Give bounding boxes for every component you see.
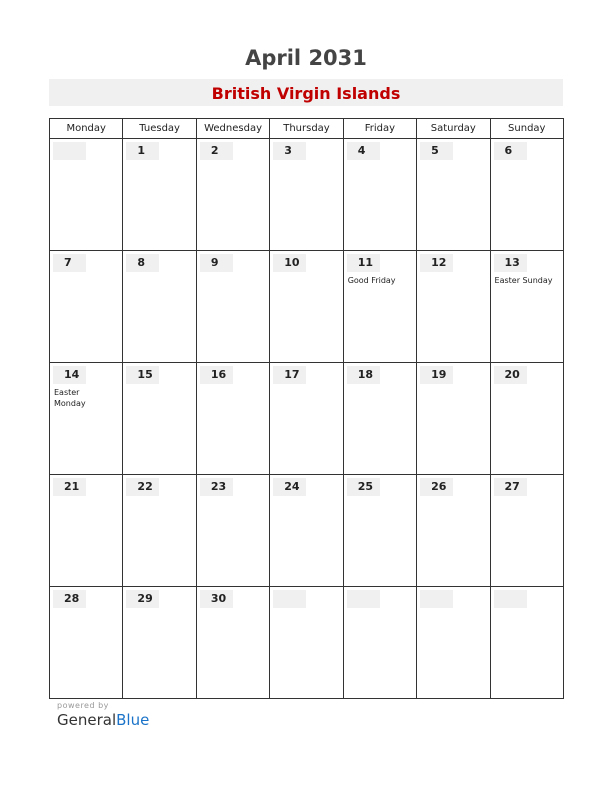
day-cell (343, 587, 416, 699)
day-number: 29 (126, 590, 159, 608)
day-cell (490, 587, 563, 699)
day-cell (490, 251, 563, 363)
day-cell (270, 363, 343, 475)
holiday-label: Easter Sunday (494, 276, 553, 285)
week-row (50, 251, 564, 363)
day-number (53, 142, 86, 160)
day-number: 17 (273, 366, 306, 384)
day-number (494, 590, 527, 608)
day-cell (50, 475, 123, 587)
week-row (50, 363, 564, 475)
weekday-header: Friday (343, 119, 416, 139)
week-row (50, 475, 564, 587)
day-number: 10 (273, 254, 306, 272)
day-cell (123, 587, 196, 699)
day-number (273, 590, 306, 608)
day-number: 30 (200, 590, 233, 608)
day-cell (196, 587, 269, 699)
brand-blue: Blue (116, 711, 150, 729)
day-number (420, 590, 453, 608)
day-cell (417, 251, 490, 363)
day-cell (490, 475, 563, 587)
powered-by-label: powered by (57, 701, 109, 710)
day-cell (50, 139, 123, 251)
day-cell (123, 363, 196, 475)
day-cell (343, 251, 416, 363)
day-cell (50, 363, 123, 475)
day-number: 15 (126, 366, 159, 384)
day-cell (417, 139, 490, 251)
weekday-header: Tuesday (123, 119, 196, 139)
holiday-label: Easter Monday (54, 388, 86, 408)
day-cell (50, 587, 123, 699)
day-cell (490, 363, 563, 475)
day-cell (196, 139, 269, 251)
day-number: 5 (420, 142, 453, 160)
day-number: 19 (420, 366, 453, 384)
day-number: 18 (347, 366, 380, 384)
day-number (347, 590, 380, 608)
calendar-grid (49, 118, 564, 699)
day-number: 11 (347, 254, 380, 272)
day-cell (270, 587, 343, 699)
day-number: 7 (53, 254, 86, 272)
day-number: 16 (200, 366, 233, 384)
brand-logo (57, 711, 149, 729)
footer (57, 701, 149, 729)
day-cell (50, 251, 123, 363)
day-number: 3 (273, 142, 306, 160)
day-cell (343, 475, 416, 587)
day-cell (343, 363, 416, 475)
day-number: 8 (126, 254, 159, 272)
brand-general: General (57, 711, 117, 729)
day-number: 24 (273, 478, 306, 496)
weekday-header: Monday (50, 119, 123, 139)
day-number: 2 (200, 142, 233, 160)
day-cell (417, 587, 490, 699)
day-number: 23 (200, 478, 233, 496)
day-number: 21 (53, 478, 86, 496)
day-number: 6 (494, 142, 527, 160)
day-number: 4 (347, 142, 380, 160)
weekday-header: Wednesday (196, 119, 269, 139)
day-number: 25 (347, 478, 380, 496)
weekday-header: Saturday (417, 119, 490, 139)
day-cell (490, 139, 563, 251)
day-number: 12 (420, 254, 453, 272)
day-cell (270, 475, 343, 587)
day-cell (270, 139, 343, 251)
week-row (50, 139, 564, 251)
day-cell (196, 475, 269, 587)
day-number: 20 (494, 366, 527, 384)
day-cell (343, 139, 416, 251)
weekday-header-row (50, 119, 564, 139)
day-cell (417, 475, 490, 587)
page-title: April 2031 (245, 46, 367, 70)
day-cell (417, 363, 490, 475)
weekday-header: Thursday (270, 119, 343, 139)
day-cell (196, 363, 269, 475)
day-cell (123, 139, 196, 251)
day-cell (123, 251, 196, 363)
day-cell (123, 475, 196, 587)
day-number: 27 (494, 478, 527, 496)
holiday-label: Good Friday (347, 276, 396, 285)
day-number: 22 (126, 478, 159, 496)
day-number: 26 (420, 478, 453, 496)
region-title: British Virgin Islands (49, 79, 563, 106)
week-row (50, 587, 564, 699)
day-number: 13 (494, 254, 527, 272)
day-cell (270, 251, 343, 363)
day-number: 9 (200, 254, 233, 272)
day-number: 1 (126, 142, 159, 160)
day-cell (196, 251, 269, 363)
day-number: 28 (53, 590, 86, 608)
day-number: 14 (53, 366, 86, 384)
weekday-header: Sunday (490, 119, 563, 139)
